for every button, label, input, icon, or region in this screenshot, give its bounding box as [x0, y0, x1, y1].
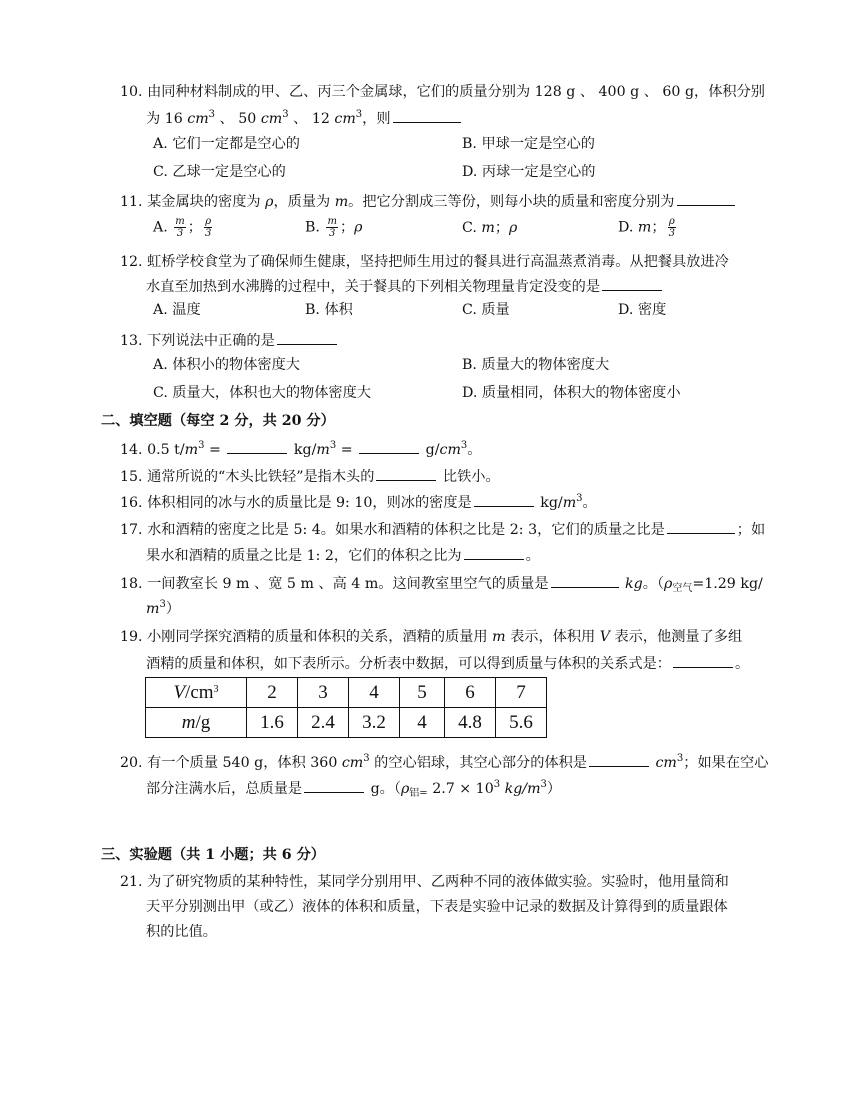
q18-text-d: =1.29 kg/ [692, 576, 763, 592]
answer-blank[interactable] [673, 653, 733, 668]
denominator: 3 [176, 228, 184, 239]
period: 。 [525, 548, 540, 564]
q13-option-b[interactable]: B. 质量大的物体密度大 [462, 357, 610, 373]
fraction [326, 216, 337, 239]
q20-text-d: 部分注满水后，总质量是 [146, 781, 303, 797]
answer-blank[interactable] [227, 439, 287, 454]
q11-text-c: 。把它分割成三等份，则每小块的质量和密度分别为 [348, 194, 675, 210]
q10-stem-line2 [146, 108, 463, 129]
answer-blank[interactable] [464, 545, 524, 560]
option-label: A. [153, 219, 168, 236]
q12-stem-line1: 12. 虹桥学校食堂为了确保师生健康，坚持把师生用过的餐具进行高温蒸煮消毒。从把餐具放进冷 [120, 254, 729, 270]
rho-symbol: ρ [265, 194, 274, 210]
exp: 3 [159, 599, 166, 610]
q11-option-d[interactable] [618, 216, 678, 239]
table-cell: 7 [496, 678, 547, 708]
q21-line3: 积的比值。 [146, 924, 217, 940]
q15-line [120, 466, 500, 487]
q19-line2 [146, 653, 749, 674]
exp: 3 [540, 779, 547, 790]
answer-blank[interactable] [667, 519, 735, 534]
volume-symbol: V [173, 681, 186, 703]
rho-symbol: ρ [400, 781, 410, 797]
mass-symbol: m [492, 629, 506, 645]
q13-stem [120, 330, 339, 351]
table-row [146, 678, 547, 708]
period: 。 [467, 442, 482, 458]
table-cell: 2.4 [298, 708, 349, 738]
q15-text-a: 15. 通常所说的“木头比铁轻”是指木头的 [120, 469, 375, 485]
unit-m: m [316, 442, 330, 458]
separator: ； [494, 220, 510, 236]
denominator: 3 [204, 228, 212, 239]
q19-text-c: 表示，他测量了多组 [609, 629, 743, 645]
volume-unit: /cm [185, 681, 214, 703]
q14-text-c: kg/ [289, 442, 317, 458]
q20-line1 [120, 752, 768, 773]
q20-text-c: ；如果在空心 [683, 755, 769, 771]
q19-text-a: 19. 小刚同学探究酒精的质量和体积的关系，酒精的质量用 [120, 629, 493, 645]
exp: 3 [676, 753, 684, 764]
q21-line1: 21. 为了研究物质的某种特性，某同学分别用甲、乙两种不同的液体做实验。实验时，他用量筒和 [120, 874, 729, 890]
answer-blank[interactable] [359, 439, 419, 454]
q10-text-b: 、 50 [215, 111, 261, 127]
volume-symbol: V [599, 629, 610, 645]
q17-text-b: ；如 [736, 522, 766, 538]
answer-blank[interactable] [551, 573, 619, 588]
period: 。 [582, 495, 597, 511]
unit-kg: kg/ [500, 781, 528, 797]
q11-option-a[interactable] [153, 216, 214, 239]
unit-cm: cm [260, 111, 283, 127]
q10-text-d: ，则 [362, 111, 391, 127]
q20-line2 [146, 778, 561, 799]
q10-stem-line1 [120, 82, 765, 102]
q10-option-d[interactable]: D. 丙球一定是空心的 [462, 164, 596, 180]
q13-text: 13. 下列说法中正确的是 [120, 333, 275, 349]
q10-stem-text: 10. 由同种材料制成的甲、乙、丙三个金属球，它们的质量分别为 128 g 、 400 g 、 60 g，体积分别 [120, 84, 765, 100]
table-header-mass [146, 708, 247, 738]
exp: 3 [363, 753, 370, 764]
table-cell: 4.8 [445, 708, 496, 738]
q10-text-a: 为 16 [146, 111, 188, 127]
q21-line2: 天平分别测出甲（或乙）液体的体积和质量，下表是实验中记录的数据及计算得到的质量跟体 [146, 899, 728, 915]
unit-m: m [527, 781, 541, 797]
volume-mass-table [145, 677, 547, 738]
mass-unit: /g [195, 711, 211, 733]
numerator: m [175, 216, 185, 227]
numerator: ρ [205, 216, 212, 227]
table-cell: 2 [247, 678, 298, 708]
unit-m: m [146, 601, 160, 617]
q15-text-b: 比铁小。 [438, 469, 500, 485]
q16-text-b: kg/ [535, 495, 563, 511]
q14-text-e: g/ [421, 442, 440, 458]
rho-subscript: 空气 [672, 583, 693, 594]
q20-text-f: 2.7 × 10 [427, 781, 494, 797]
rho-symbol: ρ [509, 220, 518, 236]
fraction [174, 216, 185, 239]
exp: 3 [355, 109, 363, 120]
unit-cm: cm [187, 111, 209, 127]
q12-option-d[interactable]: D. 密度 [618, 302, 667, 318]
table-cell: 1.6 [247, 708, 298, 738]
q18-text-a: 18. 一间教室长 9 m 、宽 5 m 、高 4 m。这间教室里空气的质量是 [120, 576, 549, 592]
q17-line2 [146, 545, 540, 566]
rho-symbol: ρ [354, 219, 363, 236]
q20-text-b: 的空心铝球，其空心部分的体积是 [369, 755, 587, 771]
numerator: ρ [668, 216, 675, 227]
mass-symbol: m [181, 711, 196, 733]
q11-text-b: ，质量为 [273, 194, 335, 210]
answer-blank[interactable] [677, 191, 735, 206]
q20-text-e: g。（ [366, 781, 401, 797]
table-cell: 5.6 [496, 708, 547, 738]
equals: = [336, 442, 358, 458]
q13-option-a[interactable]: A. 体积小的物体密度大 [153, 357, 300, 373]
unit-cm: cm [655, 755, 677, 771]
rho-subscript: 铝= [409, 788, 428, 799]
table-cell: 4 [349, 678, 400, 708]
q13-option-d[interactable]: D. 质量相同，体积大的物体密度小 [462, 385, 681, 401]
answer-blank[interactable] [304, 778, 364, 793]
exp: 3 [213, 683, 219, 695]
exp: 3 [493, 779, 501, 790]
q17-line1 [120, 519, 765, 540]
answer-blank[interactable] [602, 276, 662, 291]
unit-cm: cm [439, 442, 461, 458]
exp: 3 [282, 109, 289, 120]
unit-cm: cm [334, 111, 356, 127]
separator: ； [651, 219, 666, 236]
q14-line [120, 439, 482, 460]
option-label: D. [618, 219, 634, 236]
unit-m: m [184, 442, 199, 458]
unit-kg: kg [620, 576, 643, 592]
q18-text-c: 。（ [642, 576, 665, 592]
answer-blank[interactable] [376, 466, 436, 481]
unit-cm: cm [341, 755, 364, 771]
exp: 3 [329, 440, 337, 451]
separator: ； [339, 219, 355, 236]
mass-symbol: m [334, 194, 349, 210]
table-cell: 6 [445, 678, 496, 708]
q19-text-d: 酒精的质量和体积，如下表所示。分析表中数据，可以得到质量与体积的关系式是： [146, 656, 671, 672]
q17-text-a: 17. 水和酒精的密度之比是 5: 4。如果水和酒精的体积之比是 2: 3，它们的质量之比是 [120, 522, 665, 538]
table-row [146, 708, 547, 738]
rho-symbol: ρ [664, 576, 673, 592]
close-paren: ） [165, 601, 181, 617]
q12-stem-line2 [146, 276, 664, 297]
denominator: 3 [329, 228, 336, 239]
q12-text: 水直至加热到水沸腾的过程中，关于餐具的下列相关物理量肯定没变的是 [146, 279, 601, 295]
section-3-title: 三、实验题（共 1 小题；共 6 分） [101, 847, 325, 863]
answer-blank[interactable] [589, 752, 649, 767]
q18-line2 [146, 599, 180, 619]
numerator: m [327, 216, 337, 227]
table-header-volume [146, 678, 247, 708]
table-cell: 3 [298, 678, 349, 708]
section-2-title: 二、填空题（每空 2 分，共 20 分） [101, 413, 335, 429]
fraction [204, 216, 212, 239]
q14-text-a: 14. 0.5 t/ [120, 442, 185, 458]
period: 。 [734, 656, 750, 672]
fraction [668, 216, 676, 239]
q13-option-c[interactable]: C. 质量大，体积也大的物体密度大 [153, 385, 371, 401]
q10-text-c: 、 12 [288, 111, 335, 127]
q12-option-a[interactable]: A. 温度 [153, 302, 201, 318]
option-label: B. [305, 219, 320, 236]
answer-blank[interactable] [277, 330, 337, 345]
q11-option-c[interactable] [462, 218, 517, 238]
close-paren: ） [546, 781, 562, 797]
unit-m: m [562, 495, 577, 511]
exp: 3 [576, 493, 583, 504]
q11-stem [120, 191, 737, 212]
q19-text-b: 表示，体积用 [505, 629, 600, 645]
option-label: C. [462, 220, 477, 236]
separator: ； [187, 219, 202, 236]
q17-text-c: 果水和酒精的质量之比是 1: 2，它们的体积之比为 [146, 548, 462, 564]
equals: = [204, 442, 226, 458]
q10-option-b[interactable]: B. 甲球一定是空心的 [462, 136, 595, 152]
mass-symbol: m [481, 220, 495, 236]
exp: 3 [460, 440, 468, 451]
q20-text-a: 20. 有一个质量 540 g，体积 360 [120, 755, 342, 771]
q10-option-c[interactable]: C. 乙球一定是空心的 [153, 164, 286, 180]
exp: 3 [198, 440, 205, 451]
table-cell: 5 [400, 678, 445, 708]
table-cell: 3.2 [349, 708, 400, 738]
denominator: 3 [668, 228, 675, 239]
q16-line [120, 492, 597, 513]
q16-text-a: 16. 体积相同的冰与水的质量比是 9: 10，则冰的密度是 [120, 495, 472, 511]
q11-option-b[interactable] [305, 216, 362, 239]
q12-option-c[interactable]: C. 质量 [462, 302, 510, 318]
table-cell: 4 [400, 708, 445, 738]
exp: 3 [208, 109, 216, 120]
q19-line1 [120, 627, 742, 647]
answer-blank[interactable] [474, 492, 534, 507]
q11-text-a: 11. 某金属块的密度为 [120, 194, 266, 210]
mass-symbol: m [637, 219, 652, 236]
q10-option-a[interactable]: A. 它们一定都是空心的 [153, 136, 300, 152]
q12-option-b[interactable]: B. 体积 [305, 302, 353, 318]
answer-blank[interactable] [393, 108, 461, 123]
q18-line1 [120, 573, 763, 594]
